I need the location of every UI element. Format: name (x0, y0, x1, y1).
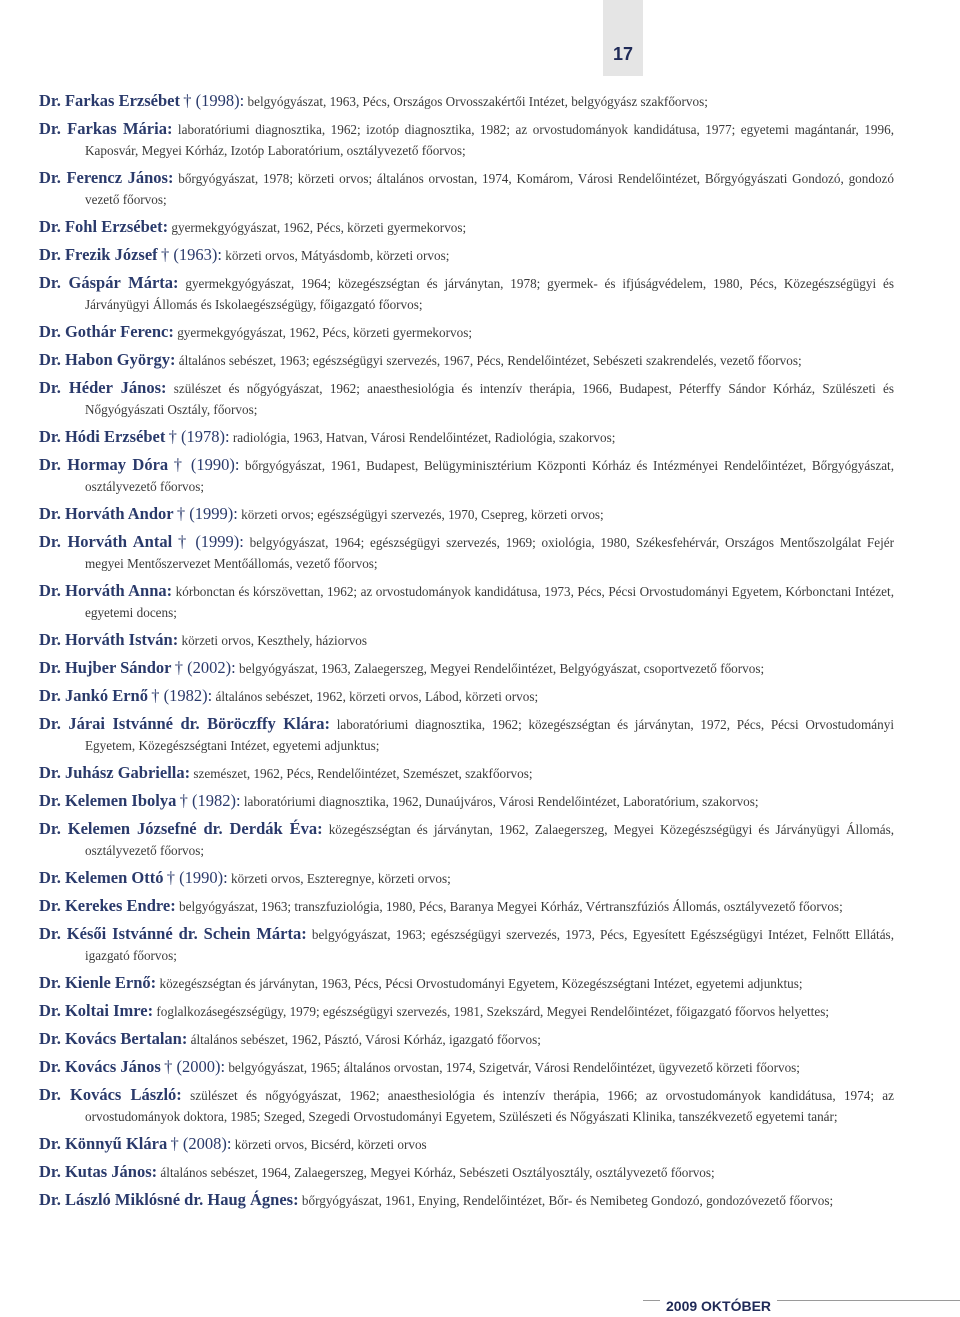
entry-name: Dr. Horváth István: (39, 630, 179, 649)
list-item (39, 426, 894, 448)
entry-description: kórbonctan és kórszövettan, 1962; az orvostudományok kandidátusa, 1973, Pécs, Pécsi Orvostudományi Egyetem, Kórbonctani Intézet, egyetemi docens; (85, 584, 894, 620)
entry-name: Dr. Kelemen Ibolya (39, 791, 177, 810)
entry-name: Dr. Farkas Mária: (39, 119, 173, 138)
entry-name: Dr. Frezik József (39, 245, 158, 264)
list-item (39, 923, 894, 966)
list-item (39, 531, 894, 574)
list-item (39, 244, 894, 266)
entry-description: körzeti orvos, Keszthely, háziorvos (178, 633, 368, 648)
list-item (39, 272, 894, 315)
entry-name: Dr. Kovács László: (39, 1085, 182, 1104)
list-item (39, 867, 894, 889)
death-mark: † (2002): (174, 658, 236, 677)
entry-description: belgyógyászat, 1965; általános orvostan, 1974, Szigetvár, Városi Rendelőintézet, ügyvezető körzeti főorvos; (225, 1060, 800, 1075)
entry-name: Dr. Habon György: (39, 350, 176, 369)
entry-name: Dr. Kerekes Endre: (39, 896, 176, 915)
entry-name: Dr. Ferencz János: (39, 168, 174, 187)
entry-description: körzeti orvos, Eszteregnye, körzeti orvos; (227, 871, 451, 886)
entry-description: laboratóriumi diagnosztika, 1962; izotóp diagnosztika, 1982; az orvostudományok kandidátusa, 1977; egyetemi magántanár, 1996, Kaposvár, Megyei Kórház, Izotóp Laboratórium, osztályvezető főorvos; (85, 122, 894, 158)
list-item (39, 657, 894, 679)
death-mark: † (1982): (179, 791, 241, 810)
death-mark: † (2008): (170, 1134, 232, 1153)
list-item (39, 377, 894, 420)
list-item (39, 818, 894, 861)
entry-description: foglalkozásegészségügy, 1979; egészségügyi szervezés, 1981, Szekszárd, Megyei Rendelőintézet, főigazgató főorvos helyettes; (153, 1004, 829, 1019)
entry-name: Dr. Kovács Bertalan: (39, 1029, 188, 1048)
list-item (39, 713, 894, 756)
entry-name: Dr. Horváth Anna: (39, 581, 173, 600)
entry-name: Dr. Kienle Ernő: (39, 973, 157, 992)
entry-name: Dr. Koltai Imre: (39, 1001, 154, 1020)
list-item (39, 118, 894, 161)
entry-name: Dr. Kovács János (39, 1057, 161, 1076)
entry-description: bőrgyógyászat, 1978; körzeti orvos; általános orvostan, 1974, Komárom, Városi Rendelőintézet, Bőrgyógyászati Gondozó, gondozó vezető főorvos; (85, 171, 894, 207)
entry-name: Dr. László Miklósné dr. Haug Ágnes: (39, 1190, 299, 1209)
list-item (39, 762, 894, 784)
entry-name: Dr. Kutas János: (39, 1162, 158, 1181)
list-item (39, 90, 894, 112)
entry-name: Dr. Kelemen Ottó (39, 868, 164, 887)
death-mark: † (1982): (151, 686, 213, 705)
list-item (39, 1084, 894, 1127)
death-mark: † (1999): (176, 504, 238, 523)
entry-description: gyermekgyógyászat, 1962, Pécs, körzeti gyermekorvos; (168, 220, 467, 235)
list-item (39, 321, 894, 343)
entry-description: szülészet és nőgyógyászat, 1962; anaesthesiológia és intenzív therápia, 1966; az orvostudományok kandidátusa, 1974; az orvostudományok doktora, 1985; Szeged, Szegedi Orvostudományi Egyetem, Szülészeti és Nőgyászati Klinika, tanszékvezető egyetemi tanár; (85, 1088, 894, 1124)
death-mark: † (1999): (177, 532, 244, 551)
list-item (39, 1189, 894, 1211)
entry-description: belgyógyászat, 1963, Pécs, Országos Orvosszakértői Intézet, belgyógyász szakfőorvos; (244, 94, 708, 109)
entry-name: Dr. Jankó Ernő (39, 686, 148, 705)
list-item (39, 1133, 894, 1155)
list-item (39, 1161, 894, 1183)
entry-description: bőrgyógyászat, 1961, Enying, Rendelőintézet, Bőr- és Nemibeteg Gondozó, gondozóvezető főorvos; (298, 1193, 834, 1208)
list-item (39, 580, 894, 623)
entry-description: körzeti orvos, Bicsérd, körzeti orvos (231, 1137, 427, 1152)
entry-description: szülészet és nőgyógyászat, 1962; anaesthesiológia és intenzív therápia, 1966, Budapest, Péterffy Sándor Kórház, Szülészeti és Nőgyógyászati Osztály, főorvos; (85, 381, 895, 417)
entry-name: Dr. Könnyű Klára (39, 1134, 168, 1153)
entry-description: belgyógyászat, 1963; transzfuziológia, 1980, Pécs, Baranya Megyei Kórház, Vértranszfúziós Állomás, osztályvezető főorvos; (175, 899, 843, 914)
list-item (39, 349, 894, 371)
list-item (39, 216, 894, 238)
list-item (39, 685, 894, 707)
entry-name: Dr. Horváth Andor (39, 504, 174, 523)
entry-name: Dr. Járai Istvánné dr. Böröczffy Klára: (39, 714, 331, 733)
entry-description: körzeti orvos, Mátyásdomb, körzeti orvos; (221, 248, 450, 263)
entry-description: általános sebészet, 1963; egészségügyi szervezés, 1967, Pécs, Rendelőintézet, Sebészeti szakrendelés, vezető főorvos; (175, 353, 802, 368)
entry-description: belgyógyászat, 1963, Zalaegerszeg, Megyei Rendelőintézet, Belgyógyászat, csoportvezető főorvos; (235, 661, 765, 676)
entry-description: általános sebészet, 1962, Pásztó, Városi Kórház, igazgató főorvos; (187, 1032, 541, 1047)
entry-name: Dr. Késői Istvánné dr. Schein Márta: (39, 924, 307, 943)
entry-name: Dr. Horváth Antal (39, 532, 173, 551)
list-item (39, 790, 894, 812)
death-mark: † (1963): (160, 245, 222, 264)
entry-description: bőrgyógyászat, 1961, Budapest, Belügyminisztérium Központi Kórház és Intézményei Rendelőintézet, Bőrgyógyászat, osztályvezető főorvos; (85, 458, 895, 494)
list-item (39, 972, 894, 994)
death-mark: † (1998): (183, 91, 245, 110)
entry-description: általános sebészet, 1964, Zalaegerszeg, Megyei Kórház, Sebészeti Osztályosztály, osztályvezető főorvos; (157, 1165, 715, 1180)
entry-list (39, 90, 894, 1217)
list-item (39, 629, 894, 651)
entry-description: gyermekgyógyászat, 1962, Pécs, körzeti gyermekorvos; (173, 325, 472, 340)
entry-name: Dr. Farkas Erzsébet (39, 91, 180, 110)
list-item (39, 895, 894, 917)
entry-name: Dr. Héder János: (39, 378, 167, 397)
entry-name: Dr. Hódi Erzsébet (39, 427, 166, 446)
entry-description: közegészségtan és járványtan, 1963, Pécs, Pécsi Orvostudományi Egyetem, Közegészségtani Intézet, egyetemi adjunktus; (156, 976, 803, 991)
death-mark: † (1990): (173, 455, 240, 474)
list-item (39, 503, 894, 525)
entry-description: laboratóriumi diagnosztika, 1962, Dunaújváros, Városi Rendelőintézet, Laboratórium, szakorvos; (240, 794, 759, 809)
entry-description: belgyógyászat, 1964; egészségügyi szervezés, 1969; oxiológia, 1980, Székesfehérvár, Országos Mentőszolgálat Fejér megyei Mentőszervezet Mentőállomás, vezető főorvos; (85, 535, 895, 571)
entry-name: Dr. Juhász Gabriella: (39, 763, 191, 782)
footer-date: 2009 OKTÓBER (660, 1298, 777, 1314)
entry-name: Dr. Gáspár Márta: (39, 273, 179, 292)
list-item (39, 1000, 894, 1022)
death-mark: † (1990): (166, 868, 228, 887)
entry-name: Dr. Fohl Erzsébet: (39, 217, 169, 236)
death-mark: † (2000): (164, 1057, 226, 1076)
entry-description: laboratóriumi diagnosztika, 1962; közegészségtan és járványtan, 1972, Pécs, Pécsi Orvostudományi Egyetem, Közegészségtani Intézet, egyetemi adjunktus; (85, 717, 894, 753)
list-item (39, 1028, 894, 1050)
entry-description: gyermekgyógyászat, 1964; közegészségtan és járványtan, 1978; gyermek- és ifjúságvédelem, 1980, Pécs, Közegészségügyi és Járványügyi Állomás és Iskolaegészségügy, főigazgató főorvos; (85, 276, 894, 312)
death-mark: † (1978): (168, 427, 230, 446)
entry-name: Dr. Kelemen Józsefné dr. Derdák Éva: (39, 819, 323, 838)
entry-description: radiológia, 1963, Hatvan, Városi Rendelőintézet, Radiológia, szakorvos; (229, 430, 616, 445)
entry-description: szemészet, 1962, Pécs, Rendelőintézet, Szemészet, szakfőorvos; (190, 766, 533, 781)
list-item (39, 1056, 894, 1078)
entry-description: körzeti orvos; egészségügyi szervezés, 1970, Csepreg, körzeti orvos; (237, 507, 604, 522)
entry-name: Dr. Gothár Ferenc: (39, 322, 174, 341)
list-item (39, 454, 894, 497)
list-item (39, 167, 894, 210)
entry-description: belgyógyászat, 1963; egészségügyi szervezés, 1973, Pécs, Egyesített Egészségügyi Intézet, Felnőtt Ellátás, igazgató főorvos; (85, 927, 894, 963)
entry-name: Dr. Hujber Sándor (39, 658, 172, 677)
entry-description: általános sebészet, 1962, körzeti orvos, Lábod, körzeti orvos; (212, 689, 539, 704)
entry-name: Dr. Hormay Dóra (39, 455, 169, 474)
page-number: 17 (612, 44, 634, 64)
entry-description: közegészségtan és járványtan, 1962, Zalaegerszeg, Megyei Közegészségügyi és Járványügyi Állomás, osztályvezető főorvos; (85, 822, 894, 858)
